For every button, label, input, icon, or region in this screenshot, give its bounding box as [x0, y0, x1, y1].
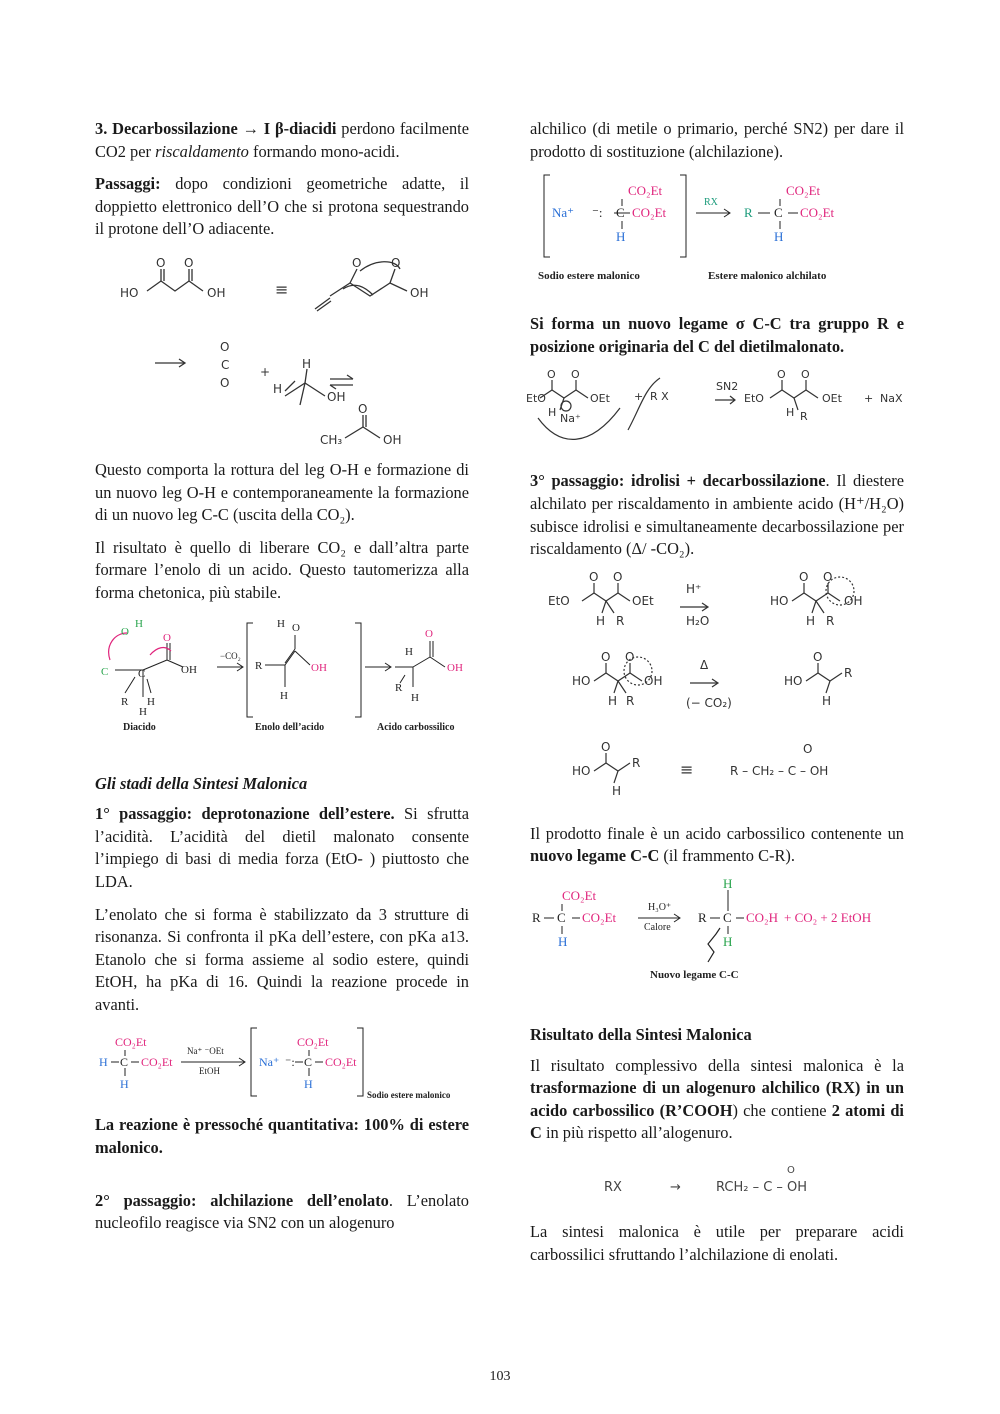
svg-text:OH: OH	[181, 663, 197, 676]
label-acido-carbossilico: Acido carbossilico	[377, 721, 455, 733]
decarbossilazione-paragraph: 3. Decarbossilazione → I β-diacidi perdono facilmente CO2 per riscaldamento formando mono-acidi.	[95, 119, 469, 161]
decarboxylation-mechanism-figure	[95, 251, 469, 447]
svg-text:H: H	[723, 875, 733, 891]
svg-text:R: R	[121, 695, 129, 708]
label-nuovo-legame: Nuovo legame C-C	[650, 968, 739, 981]
passaggio-1-paragraph: 1° passaggio: deprotonazione dell’estere. Si sfrutta l’acidità. L’acidità del dietil malonato consente l’impiego di basi di media forza (EtO- ) piuttosto che LDA.	[95, 804, 469, 891]
svg-text:R: R	[532, 909, 541, 925]
right-column	[526, 118, 904, 1276]
svg-text:R: R	[744, 205, 753, 221]
svg-text:HO: HO	[572, 673, 591, 688]
svg-text:CO₂Et: CO₂Et	[628, 183, 663, 199]
svg-text:CO₂Et: CO₂Et	[786, 183, 821, 199]
svg-text:−CO₂: −CO₂	[220, 650, 241, 661]
svg-text:NaX: NaX	[880, 392, 903, 406]
svg-text:C: C	[120, 1055, 129, 1070]
svg-text:O: O	[121, 625, 129, 638]
risultato-enolo-paragraph: Il risultato è quello di liberare CO₂ e dall’altra parte formare l’enolo di un acido. Questo tautomerizza alla forma chetonica, più stabile.	[95, 537, 469, 602]
svg-text:H: H	[120, 1077, 129, 1092]
svg-text:R: R	[255, 659, 263, 672]
svg-text:H: H	[558, 933, 568, 949]
svg-text:O: O	[601, 739, 611, 754]
rx-to-acid-sketch	[530, 1155, 904, 1209]
svg-text:H: H	[273, 381, 283, 396]
svg-text:R: R	[616, 613, 625, 628]
svg-text:→: →	[670, 1179, 681, 1195]
label-estere-alchilato: Estere malonico alchilato	[708, 270, 827, 283]
oh-label: OH	[207, 285, 226, 300]
svg-text:OH: OH	[327, 389, 346, 404]
conclusion-paragraph: La sintesi malonica è utile per preparare acidi carbossilici sfruttando l’alchilazione di enolati.	[530, 1221, 904, 1264]
svg-text:RX: RX	[604, 1179, 622, 1195]
decarbossilazione-title: 3. Decarbossilazione → I β-diacidi	[95, 119, 337, 138]
equiv-sign: ≡	[275, 279, 289, 299]
svg-text:Na⁺: Na⁺	[560, 412, 581, 426]
svg-text:Na⁺: Na⁺	[552, 205, 575, 221]
svg-text:H: H	[135, 617, 143, 630]
svg-text:R: R	[698, 909, 707, 925]
svg-text:C: C	[304, 1055, 313, 1070]
svg-text:C: C	[557, 909, 566, 925]
svg-text:HO: HO	[572, 763, 591, 778]
svg-text:H: H	[822, 693, 832, 708]
svg-text:CO₂Et: CO₂Et	[632, 205, 667, 221]
svg-text:H: H	[806, 613, 816, 628]
svg-text:R: R	[800, 410, 808, 424]
svg-text:R: R	[826, 613, 835, 628]
svg-text:O: O	[425, 627, 433, 640]
passaggio-2-paragraph: 2° passaggio: alchilazione dell’enolato. L’enolato nucleofilo reagisce via SN2 con un alogenuro	[95, 1190, 469, 1233]
svg-text:C: C	[221, 357, 230, 372]
svg-text:H: H	[612, 783, 622, 798]
svg-text:OH: OH	[410, 285, 429, 300]
passaggi-paragraph: Passaggi: dopo condizioni geometriche adatte, il doppietto elettronico dell’O che si protona sequestrando il protone dell’O adiacente.	[95, 174, 469, 239]
svg-text:(− CO₂): (− CO₂)	[686, 695, 732, 710]
hydrolysis-decarboxylation-sketch	[530, 571, 904, 811]
svg-text:O: O	[613, 569, 623, 584]
svg-text:≡: ≡	[680, 759, 694, 779]
svg-text:O: O	[184, 255, 194, 270]
svg-text:CO₂H: CO₂H	[746, 909, 778, 925]
svg-text:CO₂Et: CO₂Et	[800, 205, 835, 221]
svg-text:RCH₂ – C – OH: RCH₂ – C – OH	[716, 1179, 808, 1195]
svg-text:EtOH: EtOH	[199, 1066, 220, 1077]
svg-text:R: R	[844, 665, 853, 680]
svg-text:O: O	[777, 368, 786, 382]
svg-text:O: O	[547, 368, 556, 382]
quantitativa-paragraph: La reazione è pressoché quantitativa: 100% di estere malonico.	[95, 1115, 469, 1158]
svg-text:+: +	[864, 392, 874, 406]
svg-text:Na⁺: Na⁺	[259, 1055, 280, 1070]
svg-text:Δ: Δ	[700, 657, 709, 672]
svg-text:O: O	[352, 255, 362, 270]
svg-text:CO₂Et: CO₂Et	[325, 1055, 357, 1070]
alchilazione-cont-paragraph: alchilico (di metile o primario, perché SN2) per dare il prodotto di sostituzione (alchilazione).	[530, 119, 904, 161]
svg-text:R: R	[626, 693, 635, 708]
svg-text:OEt: OEt	[590, 392, 610, 406]
svg-text:H: H	[304, 1077, 313, 1092]
svg-text:H: H	[411, 691, 419, 704]
svg-text:O: O	[823, 569, 833, 584]
svg-text:H₃O⁺: H₃O⁺	[648, 901, 672, 913]
svg-text:OH: OH	[447, 661, 463, 674]
svg-text:SN2: SN2	[716, 380, 739, 394]
svg-text:⁻:: ⁻:	[592, 205, 603, 221]
svg-text:CH₃: CH₃	[320, 432, 343, 447]
enol-tautomerism-figure	[95, 615, 469, 733]
svg-text:H: H	[616, 229, 626, 245]
svg-text:⁻:: ⁻:	[285, 1055, 295, 1070]
svg-text:OH: OH	[311, 661, 327, 674]
label-enolo: Enolo dell’acido	[255, 721, 325, 733]
svg-text:H: H	[548, 406, 557, 420]
svg-text:OEt: OEt	[822, 392, 842, 406]
svg-text:R: R	[632, 755, 641, 770]
label-sodio-estere-malonico: Sodio estere malonico	[538, 270, 640, 283]
svg-text:O: O	[589, 569, 599, 584]
svg-text:O: O	[163, 631, 171, 644]
enolato-paragraph: L’enolato che si forma è stabilizzato da 3 strutture di risonanza. Si confronta il pKa dell’estere, con pKa a13. Etanolo che si forma assieme al sodio estere, quindi EtOH, ha pKa di 16. Quindi la reazione procede in avanti.	[95, 904, 469, 1014]
svg-text:O: O	[220, 339, 230, 354]
svg-text:O: O	[625, 649, 635, 664]
svg-text:H: H	[786, 406, 795, 420]
svg-text:H: H	[596, 613, 606, 628]
svg-text:HO: HO	[770, 593, 789, 608]
svg-text:H: H	[608, 693, 618, 708]
svg-text:O: O	[358, 401, 368, 416]
deprotonation-scheme-figure	[95, 1026, 469, 1102]
svg-text:+: +	[634, 390, 644, 404]
svg-text:O: O	[571, 368, 580, 382]
svg-text:O: O	[801, 368, 810, 382]
rottura-paragraph: Questo comporta la rottura del leg O-H e formazione di un nuovo leg O-H e contemporaneamente la formazione di un nuovo leg C-C (uscita della CO₂).	[95, 459, 469, 525]
svg-text:C: C	[723, 909, 732, 925]
svg-text:CO₂Et: CO₂Et	[562, 887, 597, 903]
svg-text:C: C	[101, 665, 109, 678]
sn2-alkylation-sketch	[526, 368, 904, 458]
svg-text:HO: HO	[784, 673, 803, 688]
svg-text:O: O	[220, 375, 230, 390]
svg-text:H⁺: H⁺	[686, 581, 702, 596]
svg-text:O: O	[813, 649, 823, 664]
final-product-scheme-figure	[530, 875, 904, 988]
label-diacido: Diacido	[123, 721, 156, 733]
svg-text:C: C	[774, 205, 783, 221]
svg-text:Na⁺ ⁻OEt: Na⁺ ⁻OEt	[187, 1046, 224, 1057]
svg-text:RX: RX	[704, 197, 718, 209]
passaggio-3-paragraph: 3° passaggio: idrolisi + decarbossilazione. Il diestere alchilato per riscaldamento in ambiente acido (H⁺/H₂O) subisce idrolisi e simultaneamente decarbossilazione per riscaldamento (Δ/ -CO₂).	[530, 471, 904, 559]
page-number: 103	[489, 1369, 511, 1384]
svg-text:H: H	[723, 933, 733, 949]
svg-text:OH: OH	[644, 673, 663, 688]
svg-text:O: O	[292, 621, 300, 634]
svg-text:H: H	[147, 695, 155, 708]
label-sodio-estere: Sodio estere malonico	[367, 1090, 451, 1101]
svg-text:R – CH₂ – C – OH: R – CH₂ – C – OH	[730, 763, 829, 778]
alkylation-scheme-figure	[530, 173, 904, 301]
svg-text:O: O	[156, 255, 166, 270]
svg-text:H: H	[774, 229, 784, 245]
svg-text:OH: OH	[383, 432, 402, 447]
svg-text:Calore: Calore	[644, 921, 671, 933]
svg-text:CO₂Et: CO₂Et	[141, 1055, 173, 1070]
svg-text:R X: R X	[650, 390, 669, 404]
svg-text:H: H	[302, 356, 312, 371]
prodotto-finale-paragraph: Il prodotto finale è un acido carbossilico contenente un nuovo legame C-C (il frammento C-R).	[530, 823, 904, 866]
svg-text:O: O	[787, 1164, 795, 1176]
ho-label: HO	[120, 285, 139, 300]
svg-text:O: O	[391, 255, 401, 270]
svg-text:H: H	[99, 1055, 108, 1070]
stadi-section-title: Gli stadi della Sintesi Malonica	[95, 773, 308, 793]
svg-text:C: C	[616, 205, 625, 221]
svg-text:R: R	[395, 681, 403, 694]
svg-text:+: +	[260, 364, 271, 379]
svg-text:O: O	[803, 741, 813, 756]
svg-text:H: H	[280, 689, 288, 702]
svg-text:H: H	[139, 705, 147, 718]
risultato-paragraph: Il risultato complessivo della sintesi malonica è la trasformazione di un alogenuro alchilico (RX) in un acido carbossilico (R’COOH) che contiene 2 atomi di C in più rispetto all’alogenuro.	[530, 1055, 904, 1143]
svg-text:H₂O: H₂O	[686, 613, 710, 628]
svg-text:C: C	[138, 667, 146, 680]
svg-text:EtO: EtO	[744, 392, 764, 406]
svg-text:EtO: EtO	[526, 392, 546, 406]
svg-text:CO₂Et: CO₂Et	[582, 909, 617, 925]
risultato-section-title: Risultato della Sintesi Malonica	[530, 1024, 752, 1044]
svg-text:H: H	[405, 645, 413, 658]
svg-text:CO₂Et: CO₂Et	[297, 1035, 329, 1050]
svg-text:OEt: OEt	[632, 593, 654, 608]
svg-text:CO₂Et: CO₂Et	[115, 1035, 147, 1050]
left-column	[95, 118, 469, 1245]
svg-text:EtO: EtO	[548, 593, 570, 608]
nuovo-legame-paragraph: Si forma un nuovo legame σ C-C tra gruppo R e posizione originaria del C del dietilmalonato.	[530, 314, 904, 356]
svg-text:H: H	[277, 617, 285, 630]
svg-text:+ CO₂ + 2 EtOH: + CO₂ + 2 EtOH	[784, 909, 872, 925]
svg-text:O: O	[799, 569, 809, 584]
svg-text:OH: OH	[844, 593, 863, 608]
svg-text:O: O	[601, 649, 611, 664]
